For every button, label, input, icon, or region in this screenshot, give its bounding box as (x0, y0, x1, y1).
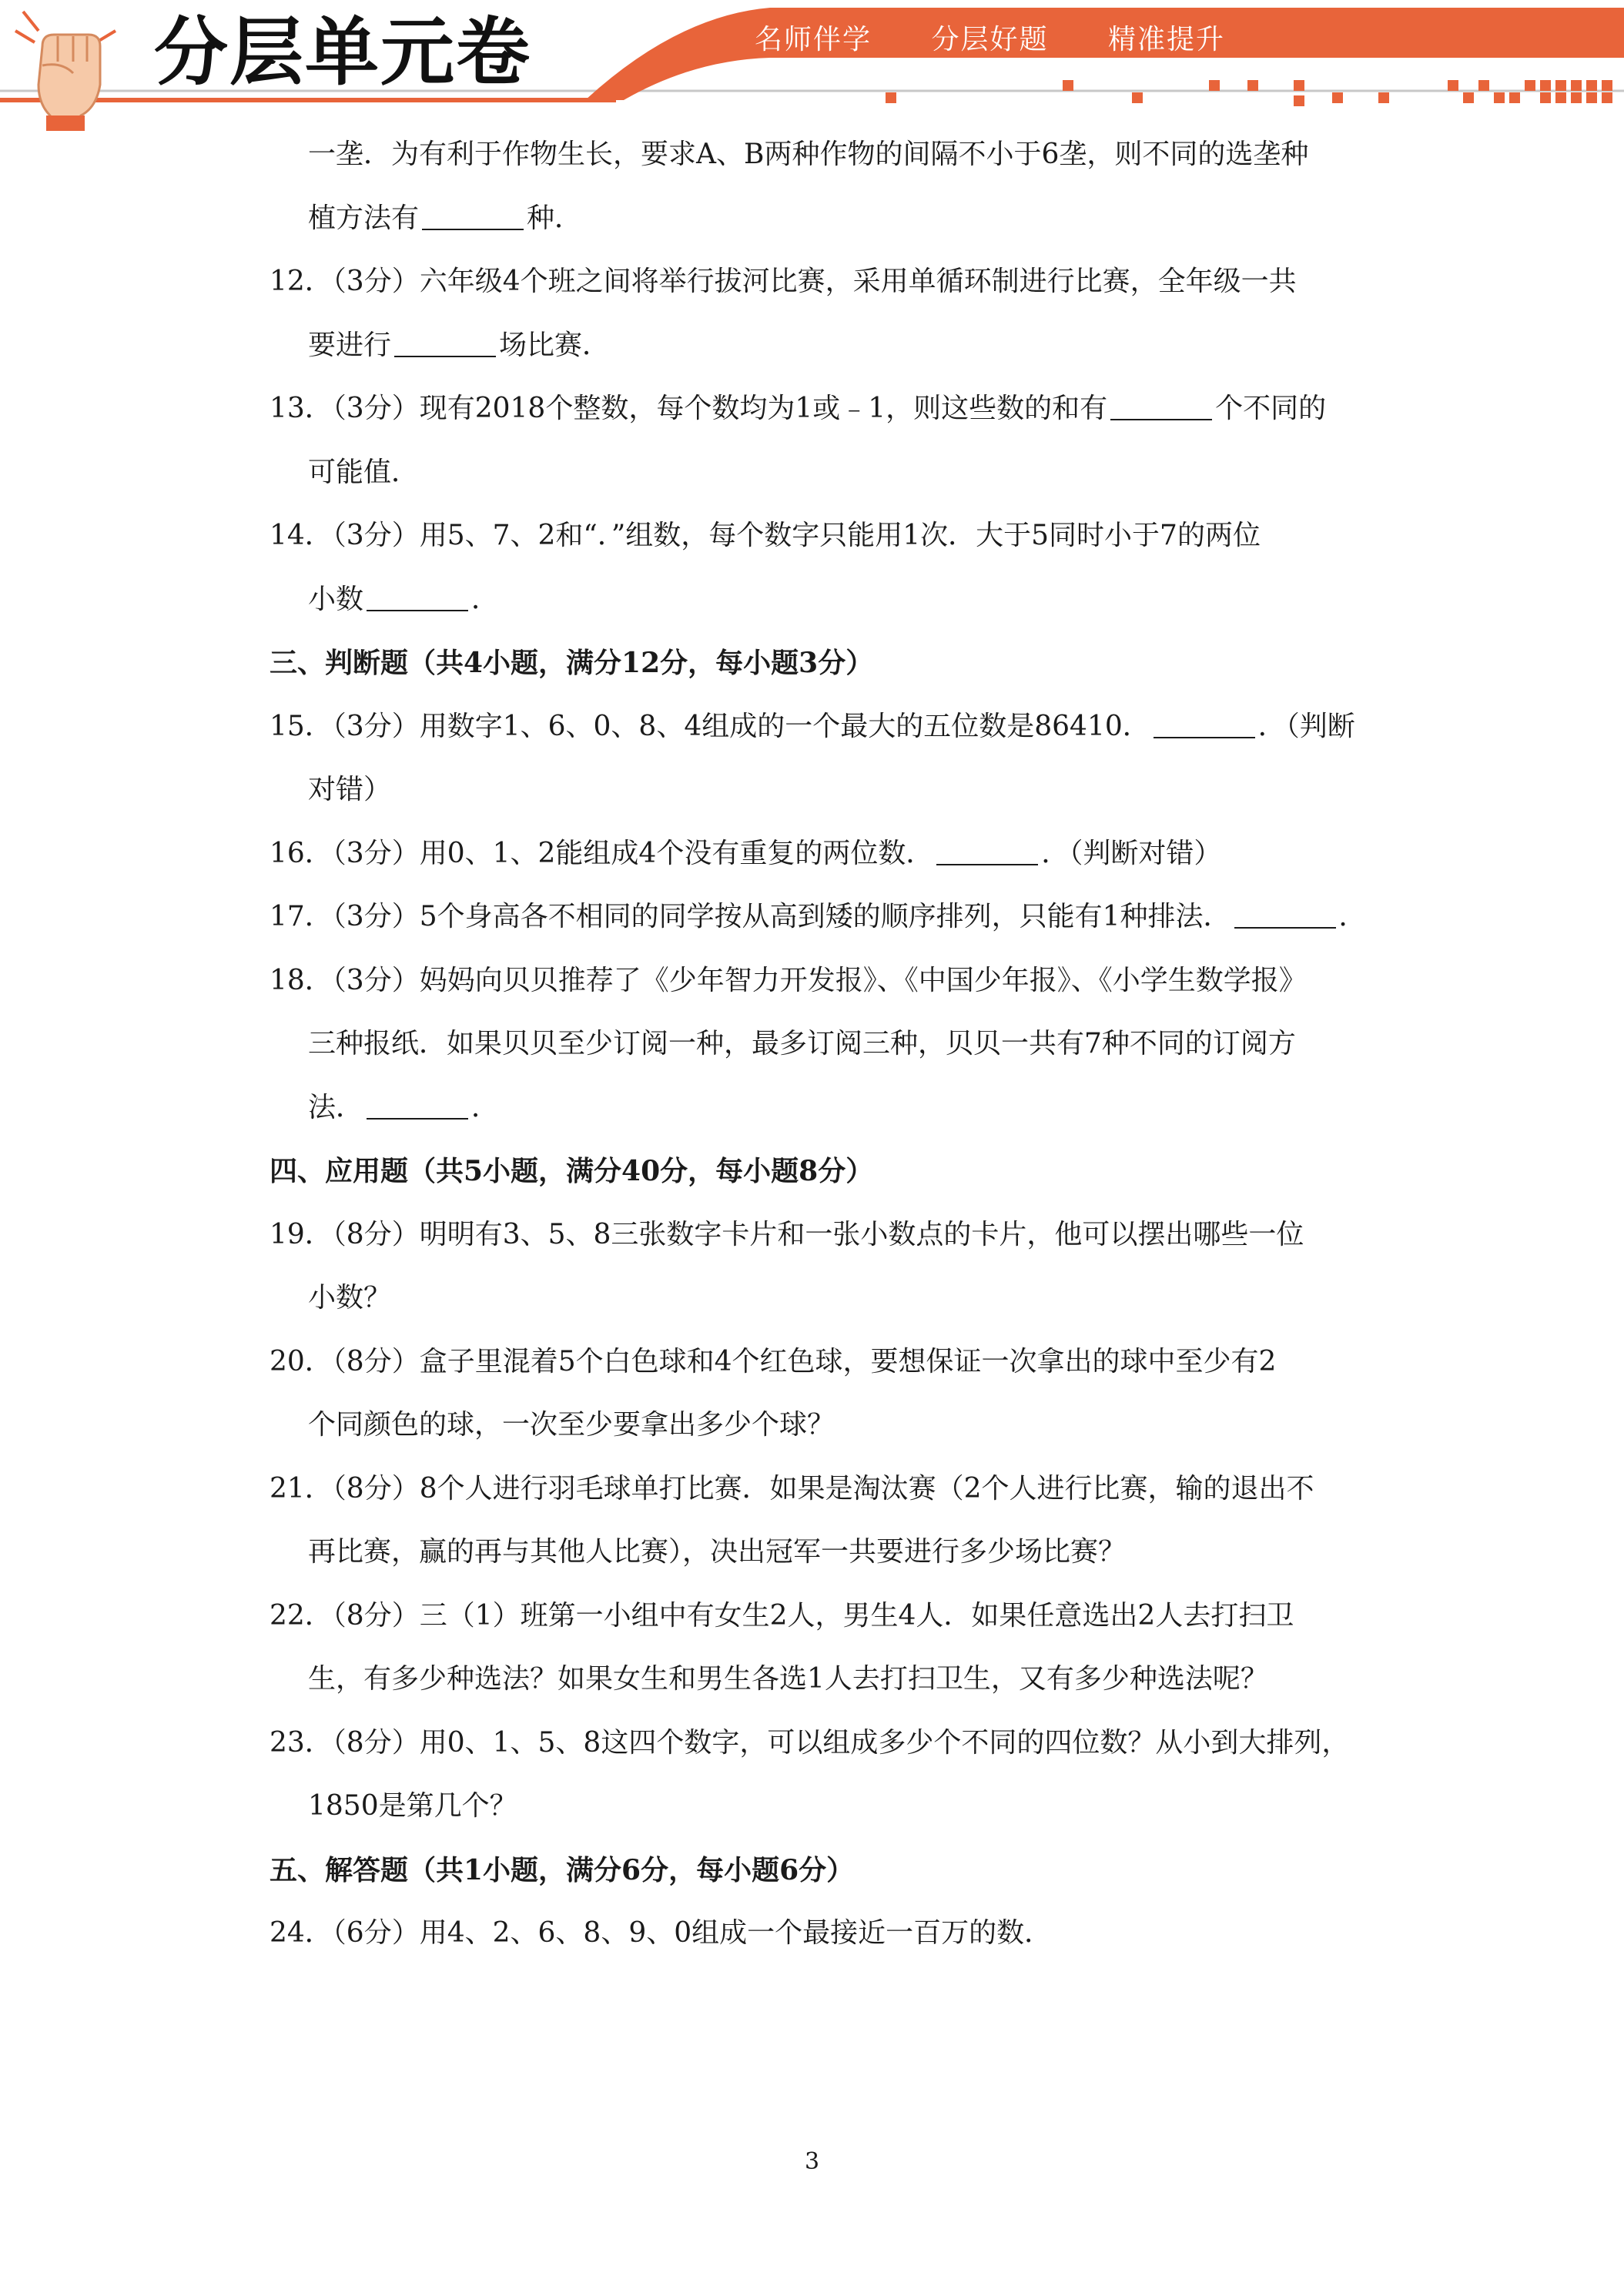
question-line (270, 1902, 1355, 1966)
question-continuation (270, 1648, 1355, 1712)
pixel-decoration (886, 80, 1612, 106)
section-heading (270, 1140, 1355, 1203)
answer-blank[interactable] (367, 1087, 468, 1120)
line-text: 20．（8分）盒子里混着5个白色球和4个红色球，要想保证一次拿出的球中至少有2 (270, 1345, 1277, 1377)
line-text-after: ． (1338, 901, 1367, 932)
line-text-before: 17．（3分）5个身高各不相同的同学按从高到矮的顺序排列，只能有1种排法． (270, 901, 1231, 932)
line-text: 14．（3分）用5、7、2和“．”组数，每个数字只能用1次．大于5同时小于7的两位 (270, 520, 1261, 551)
line-text-after: ．（判断 (1257, 710, 1355, 742)
question-line (270, 949, 1355, 1013)
line-text: 可能值． (308, 456, 420, 488)
line-text-before: 植方法有 (308, 202, 420, 234)
question-line (270, 1330, 1355, 1394)
answer-blank[interactable] (1234, 896, 1336, 929)
fist-icon (0, 0, 131, 131)
line-text-after: ． (471, 583, 500, 615)
line-text: 21．（8分）8个人进行羽毛球单打比赛．如果是淘汰赛（2个人进行比赛，输的退出不 (270, 1472, 1314, 1504)
line-text: 个同颜色的球，一次至少要拿出多少个球？ (308, 1409, 835, 1441)
brand-title: 分层单元卷 (154, 9, 531, 95)
line-text-after: 种． (527, 202, 583, 234)
section-heading (270, 631, 1355, 695)
question-continuation (270, 441, 1355, 505)
question-line (270, 504, 1355, 568)
question-line (270, 1458, 1355, 1521)
question-continuation (270, 758, 1355, 822)
line-text: 12．（3分）六年级4个班之间将举行拔河比赛，采用单循环制进行比赛，全年级一共 (270, 266, 1297, 297)
line-text: 18．（3分）妈妈向贝贝推荐了《少年智力开发报》、《中国少年报》、《小学生数学报》 (270, 964, 1307, 996)
line-text: 22．（8分）三（1）班第一小组中有女生2人，男生4人．如果任意选出2人去打扫卫 (270, 1599, 1294, 1632)
answer-blank[interactable] (936, 833, 1038, 865)
question-continuation (270, 314, 1355, 378)
answer-blank[interactable] (1154, 706, 1255, 738)
line-text-before: 15．（3分）用数字1、6、0、8、4组成的一个最大的五位数是86410． (270, 710, 1150, 742)
slogan-2: 分层好题 (931, 24, 1049, 55)
question-line (270, 1585, 1355, 1648)
question-continuation (270, 1521, 1355, 1585)
question-line (270, 1712, 1355, 1776)
line-text: 三、判断题（共4小题，满分12分，每小题3分） (270, 647, 874, 679)
line-text: 再比赛，赢的再与其他人比赛），决出冠军一共要进行多少场比赛？ (308, 1536, 1127, 1568)
answer-blank[interactable] (1110, 388, 1212, 420)
question-continuation (270, 568, 1355, 632)
question-continuation (270, 1267, 1355, 1330)
question-line (270, 377, 1355, 441)
question-continuation (270, 1394, 1355, 1458)
line-text-before: 法． (308, 1091, 364, 1123)
line-text: 三种报纸．如果贝贝至少订阅一种，最多订阅三种，贝贝一共有7种不同的订阅方 (308, 1028, 1296, 1059)
line-text-before: 要进行 (308, 329, 392, 361)
question-line (270, 1203, 1355, 1267)
slogan-3: 精准提升 (1107, 24, 1225, 55)
question-continuation (270, 187, 1355, 251)
question-line (270, 822, 1355, 886)
line-text-after: ． (471, 1091, 500, 1123)
question-line (270, 885, 1367, 949)
line-text: 24．（6分）用4、2、6、8、9、0组成一个最接近一百万的数． (270, 1917, 1053, 1949)
question-continuation (270, 1775, 1355, 1839)
line-text-before: 小数 (308, 583, 364, 615)
line-text-after: ．（判断对错） (1041, 837, 1222, 869)
line-text: 23．（8分）用0、1、5、8这四个数字，可以组成多少个不同的四位数？从小到大排列， (270, 1726, 1350, 1759)
line-text-after: 场比赛． (499, 329, 611, 361)
question-continuation (270, 1076, 1355, 1140)
question-continuation (270, 123, 1355, 187)
line-text: 生，有多少种选法？如果女生和男生各选1人去打扫卫生，又有多少种选法呢？ (308, 1663, 1268, 1695)
question-line (270, 695, 1355, 759)
answer-blank[interactable] (367, 579, 468, 611)
line-text: 1850是第几个？ (308, 1790, 517, 1822)
answer-blank[interactable] (394, 325, 496, 357)
line-text: 四、应用题（共5小题，满分40分，每小题8分） (270, 1155, 874, 1187)
section-heading (270, 1839, 1355, 1903)
question-continuation (270, 1012, 1355, 1076)
line-text: 19．（8分）明明有3、5、8三张数字卡片和一张小数点的卡片，他可以摆出哪些一位 (270, 1218, 1304, 1250)
slogan-1: 名师伴学 (755, 24, 872, 55)
header-slogans (755, 17, 1251, 63)
line-text: 一垄．为有利于作物生长，要求A、B两种作物的间隔不小于6垄，则不同的选垄种 (308, 139, 1309, 170)
line-text-before: 13．（3分）现有2018个整数，每个数均为1或﹣1，则这些数的和有 (270, 393, 1108, 424)
question-list (270, 123, 1367, 1966)
line-text: 小数？ (308, 1282, 392, 1314)
answer-blank[interactable] (422, 198, 524, 230)
page-number: 3 (804, 2148, 820, 2175)
line-text: 五、解答题（共1小题，满分6分，每小题6分） (270, 1853, 855, 1886)
line-text: 对错） (308, 774, 392, 805)
question-line (270, 250, 1355, 314)
line-text-before: 16．（3分）用0、1、2能组成4个没有重复的两位数． (270, 837, 934, 869)
page-header (0, 0, 1624, 139)
line-text-after: 个不同的 (1215, 393, 1327, 424)
